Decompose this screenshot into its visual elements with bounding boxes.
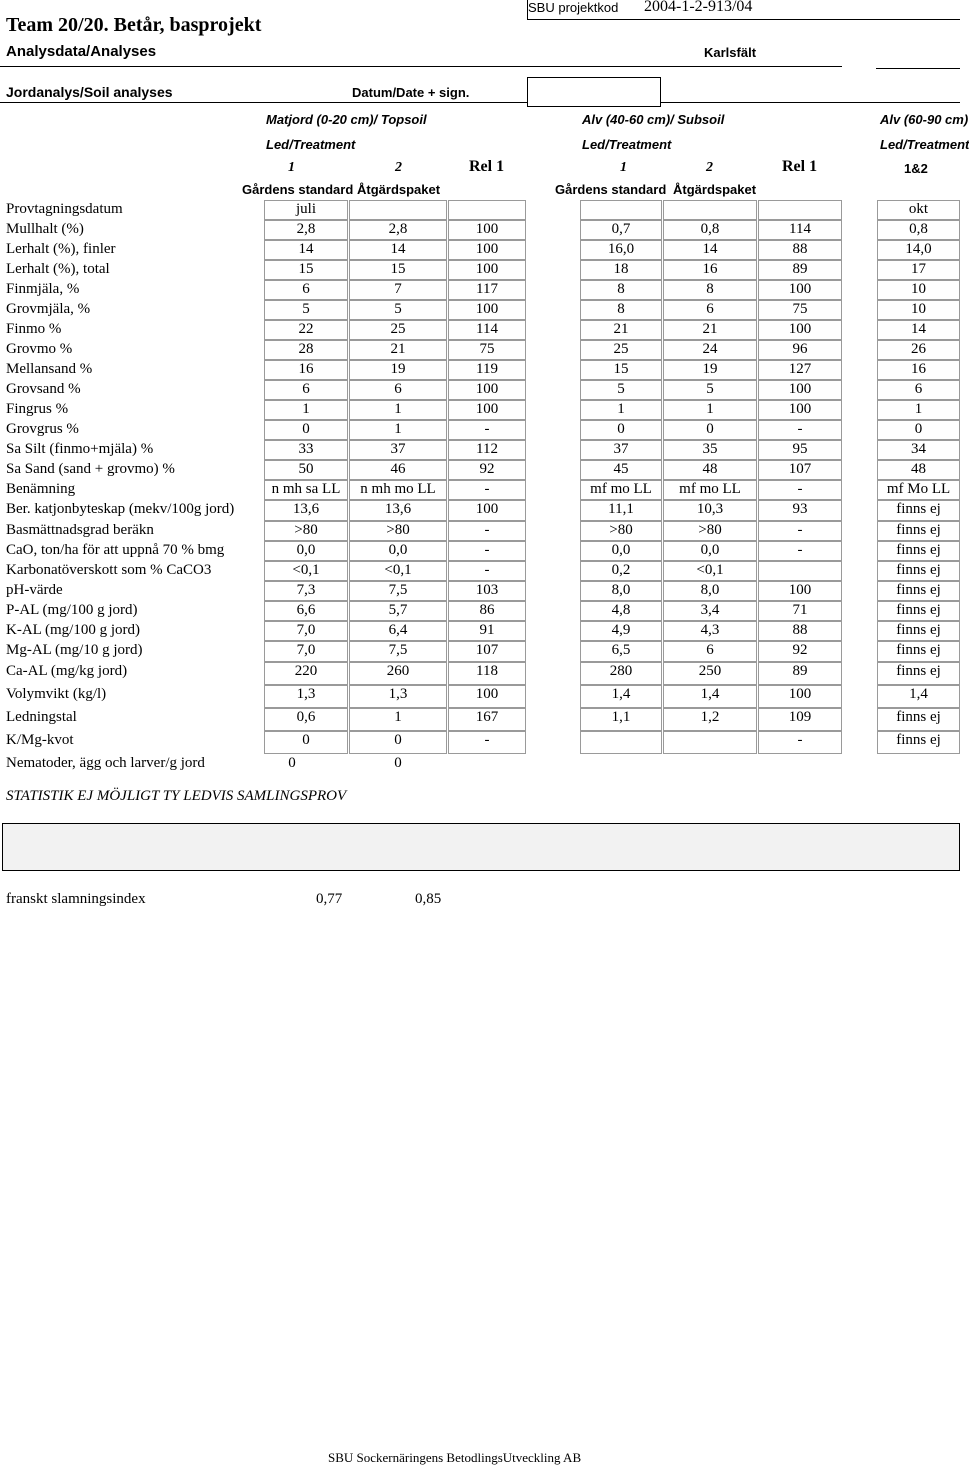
table-row xyxy=(0,340,960,360)
table-cell: - xyxy=(484,732,490,748)
table-cell: 37 xyxy=(613,441,629,457)
table-row xyxy=(0,731,960,751)
table-cell: <0,1 xyxy=(384,562,412,578)
table-cell: 7,5 xyxy=(388,582,408,598)
date-sign-label: Datum/Date + sign. xyxy=(352,85,470,100)
col-name: Gårdens standard xyxy=(555,182,667,197)
group-title-deep-subsoil: Alv (60-90 cm) xyxy=(880,112,969,127)
table-row xyxy=(0,708,960,728)
table-cell: 0,7 xyxy=(611,221,631,237)
group-title-topsoil: Matjord (0-20 cm)/ Topsoil xyxy=(266,112,427,127)
project-code: 2004-1-2-913/04 xyxy=(644,0,753,15)
table-cell: 0,0 xyxy=(388,542,408,558)
row-label: K-AL (mg/100 g jord) xyxy=(6,622,141,638)
row-label: Volymvikt (kg/l) xyxy=(6,686,107,702)
cell-border xyxy=(758,561,842,581)
table-cell: 93 xyxy=(792,501,808,517)
table-cell: 21 xyxy=(613,321,629,337)
table-cell: 119 xyxy=(476,361,498,377)
table-cell: 117 xyxy=(476,281,498,297)
table-cell: 15 xyxy=(613,361,629,377)
table-cell: 6,6 xyxy=(296,602,316,618)
row-label: Ca-AL (mg/kg jord) xyxy=(6,663,128,679)
cell-border xyxy=(663,200,757,220)
slamning-value-2: 0,85 xyxy=(415,891,442,907)
table-cell: - xyxy=(484,421,490,437)
table-cell: 100 xyxy=(788,381,812,397)
col-name: Gårdens standard xyxy=(242,182,354,197)
table-cell: - xyxy=(797,421,803,437)
row-label: Provtagningsdatum xyxy=(6,201,123,217)
table-cell: 89 xyxy=(792,261,808,277)
table-cell: 8 xyxy=(706,281,714,297)
table-cell: 100 xyxy=(475,241,499,257)
table-cell: 8 xyxy=(617,301,625,317)
table-cell: 1,2 xyxy=(700,709,720,725)
treatment-label-deep: Led/Treatment xyxy=(880,137,969,152)
table-cell: 15 xyxy=(298,261,314,277)
table-cell: 107 xyxy=(788,461,812,477)
table-cell: finns ej xyxy=(896,582,941,598)
table-cell: 16,0 xyxy=(607,241,635,257)
table-cell: mf Mo LL xyxy=(886,481,951,497)
row-label: CaO, ton/ha för att uppnå 70 % bmg xyxy=(6,542,225,558)
cell-border xyxy=(663,731,757,754)
table-cell: 46 xyxy=(390,461,406,477)
table-cell: 1 xyxy=(394,401,402,417)
table-cell: 100 xyxy=(475,401,499,417)
table-cell: 6 xyxy=(914,381,923,397)
table-cell: 0,6 xyxy=(296,709,316,725)
table-cell: 11,1 xyxy=(608,501,634,517)
table-cell: 86 xyxy=(479,602,495,618)
table-cell: 2,8 xyxy=(296,221,316,237)
table-cell: 7,3 xyxy=(296,582,316,598)
table-cell: 19 xyxy=(702,361,718,377)
row-label: Sa Sand (sand + grovmo) % xyxy=(6,461,175,477)
table-cell: 92 xyxy=(792,642,808,658)
table-cell: - xyxy=(484,522,490,538)
table-cell: 6,4 xyxy=(388,622,408,638)
row-label: Basmättnadsgrad beräkn xyxy=(6,522,154,538)
table-cell: 3,4 xyxy=(700,602,720,618)
table-cell: 6,5 xyxy=(611,642,631,658)
row-label: Ledningstal xyxy=(6,709,77,725)
row-label: Mellansand % xyxy=(6,361,93,377)
table-row xyxy=(0,440,960,460)
table-cell: finns ej xyxy=(896,622,941,638)
cell-border xyxy=(580,200,662,220)
table-cell: 25 xyxy=(613,341,629,357)
table-cell: 4,3 xyxy=(700,622,720,638)
table-cell: 6 xyxy=(302,381,310,397)
table-cell: 103 xyxy=(475,582,499,598)
table-cell: finns ej xyxy=(896,732,941,748)
table-cell: 107 xyxy=(475,642,499,658)
table-cell: 95 xyxy=(792,441,808,457)
table-cell: juli xyxy=(295,201,316,217)
row-label: Ber. katjonbyteskap (mekv/100g jord) xyxy=(6,501,235,517)
slamning-value-1: 0,77 xyxy=(316,891,343,907)
table-cell: 19 xyxy=(390,361,406,377)
table-cell: 0 xyxy=(302,732,310,748)
table-cell: 45 xyxy=(613,461,629,477)
treatment-label-topsoil: Led/Treatment xyxy=(266,137,356,152)
table-cell: 75 xyxy=(479,341,495,357)
table-cell: 100 xyxy=(475,221,499,237)
table-cell: mf mo LL xyxy=(590,481,652,497)
cell-border xyxy=(580,731,662,754)
table-cell: 6 xyxy=(706,301,714,317)
table-cell: 7,0 xyxy=(296,642,316,658)
table-cell: 4,8 xyxy=(611,602,631,618)
row-label: Nematoder, ägg och larver/g jord xyxy=(6,755,205,771)
table-row xyxy=(0,220,960,240)
table-row xyxy=(0,400,960,420)
row-label: Finmo % xyxy=(6,321,62,337)
table-cell: 0 xyxy=(914,421,923,437)
table-cell: 10 xyxy=(911,281,926,297)
page-title: Team 20/20. Betår, basprojekt xyxy=(6,14,262,36)
page-subtitle: Analysdata/Analyses xyxy=(6,43,157,60)
table-cell: 24 xyxy=(702,341,718,357)
col-name: Åtgärdspaket xyxy=(673,182,757,197)
table-cell: - xyxy=(484,542,490,558)
table-cell: 260 xyxy=(386,663,410,679)
field-name: Karlsfält xyxy=(704,45,757,60)
table-cell: 16 xyxy=(911,361,926,377)
table-cell: n mh sa LL xyxy=(271,481,341,497)
table-cell: 21 xyxy=(390,341,406,357)
table-cell: 8,0 xyxy=(611,582,631,598)
table-cell: 5,7 xyxy=(388,602,408,618)
row-label: Lerhalt (%), total xyxy=(6,261,110,277)
table-cell: 100 xyxy=(788,401,812,417)
table-row xyxy=(0,200,960,220)
table-cell: 8,0 xyxy=(700,582,720,598)
treatment-label-subsoil: Led/Treatment xyxy=(582,137,672,152)
table-cell: 50 xyxy=(298,461,314,477)
table-cell: 17 xyxy=(911,261,926,277)
table-cell: 22 xyxy=(298,321,314,337)
table-cell: 37 xyxy=(390,441,406,457)
table-cell: 100 xyxy=(475,686,499,702)
table-row xyxy=(0,621,960,641)
table-row xyxy=(0,460,960,480)
table-cell: 100 xyxy=(475,261,499,277)
table-row xyxy=(0,685,960,705)
table-cell: finns ej xyxy=(896,602,941,618)
row-label: Grovmjäla, % xyxy=(6,301,91,317)
table-cell: 35 xyxy=(702,441,718,457)
table-cell: 0 xyxy=(288,755,296,771)
cell-border xyxy=(349,200,447,220)
table-cell: 14 xyxy=(702,241,718,257)
table-cell: 100 xyxy=(475,381,499,397)
table-cell: 6 xyxy=(302,281,310,297)
table-cell: 100 xyxy=(475,301,499,317)
table-cell: 34 xyxy=(911,441,926,457)
table-row xyxy=(0,541,960,561)
row-label: Benämning xyxy=(6,481,76,497)
table-row xyxy=(0,521,960,541)
table-cell: - xyxy=(797,542,803,558)
table-cell: 48 xyxy=(702,461,718,477)
table-cell: 100 xyxy=(475,501,499,517)
table-row xyxy=(0,380,960,400)
table-cell: 0 xyxy=(706,421,714,437)
table-cell: 7,5 xyxy=(388,642,408,658)
row-label: Mullhalt (%) xyxy=(6,221,84,237)
row-label: Fingrus % xyxy=(6,401,69,417)
project-code-label: SBU projektkod xyxy=(528,0,619,15)
table-cell: finns ej xyxy=(896,642,941,658)
table-row xyxy=(0,601,960,621)
table-cell: 28 xyxy=(298,341,314,357)
table-cell: okt xyxy=(908,201,929,217)
table-cell: 1 xyxy=(914,401,923,417)
table-cell: 112 xyxy=(476,441,498,457)
table-cell: 89 xyxy=(792,663,808,679)
row-label: Finmjäla, % xyxy=(6,281,80,297)
table-cell: 88 xyxy=(792,241,808,257)
table-cell: 127 xyxy=(788,361,812,377)
table-cell: 13,6 xyxy=(292,501,320,517)
table-row xyxy=(0,561,960,581)
table-cell: finns ej xyxy=(896,663,941,679)
table-cell: 0 xyxy=(302,421,310,437)
table-cell: finns ej xyxy=(896,542,941,558)
table-cell: - xyxy=(484,562,490,578)
table-cell: 6 xyxy=(394,381,402,397)
table-cell: finns ej xyxy=(896,522,941,538)
col-number: 1 xyxy=(620,160,627,175)
table-cell: 25 xyxy=(390,321,406,337)
table-cell: 0 xyxy=(394,755,402,771)
row-label: Grovsand % xyxy=(6,381,81,397)
table-row xyxy=(0,581,960,601)
table-cell: 1,3 xyxy=(296,686,316,702)
footer-company: SBU Sockernäringens BetodlingsUtveckling AB xyxy=(328,1450,582,1465)
table-cell: 26 xyxy=(911,341,926,357)
table-cell: 10 xyxy=(911,301,926,317)
table-row xyxy=(0,240,960,260)
table-cell: 100 xyxy=(788,281,812,297)
col-number: Rel 1 xyxy=(782,158,818,175)
table-cell: 1,1 xyxy=(611,709,631,725)
table-cell: 14 xyxy=(390,241,406,257)
table-cell: 114 xyxy=(789,221,811,237)
table-cell: 1 xyxy=(617,401,625,417)
group-title-subsoil: Alv (40-60 cm)/ Subsoil xyxy=(582,112,725,127)
col-name: Åtgärdspaket xyxy=(357,182,441,197)
table-cell: 1,4 xyxy=(909,686,928,702)
table-cell: >80 xyxy=(386,522,410,538)
table-row xyxy=(0,320,960,340)
table-cell: 0,2 xyxy=(611,562,631,578)
row-label: Lerhalt (%), finler xyxy=(6,241,116,257)
table-cell: 33 xyxy=(298,441,314,457)
table-cell: finns ej xyxy=(896,501,941,517)
table-cell: 8 xyxy=(617,281,625,297)
row-label: K/Mg-kvot xyxy=(6,732,74,748)
table-cell: 280 xyxy=(609,663,633,679)
table-cell: 0,0 xyxy=(611,542,631,558)
table-cell: 91 xyxy=(479,622,495,638)
table-cell: n mh mo LL xyxy=(360,481,436,497)
table-cell: 0,8 xyxy=(700,221,720,237)
table-cell: 6 xyxy=(706,642,714,658)
table-row xyxy=(0,260,960,280)
table-row xyxy=(0,480,960,500)
table-cell: 75 xyxy=(792,301,808,317)
table-cell: 100 xyxy=(788,321,812,337)
table-cell: 18 xyxy=(613,261,629,277)
table-row xyxy=(0,641,960,661)
table-cell: 5 xyxy=(617,381,625,397)
table-cell: 88 xyxy=(792,622,808,638)
row-label: pH-värde xyxy=(6,582,63,598)
table-cell: 1,4 xyxy=(700,686,720,702)
table-cell: <0,1 xyxy=(696,562,724,578)
table-cell: 14,0 xyxy=(905,241,932,257)
table-cell: 0,8 xyxy=(909,221,928,237)
table-cell: 1 xyxy=(302,401,310,417)
table-row xyxy=(0,280,960,300)
table-row xyxy=(0,754,960,774)
statistics-note: STATISTIK EJ MÖJLIGT TY LEDVIS SAMLINGSPROV xyxy=(6,788,347,804)
table-cell: 1,4 xyxy=(611,686,631,702)
table-row xyxy=(0,300,960,320)
table-cell: 5 xyxy=(394,301,402,317)
table-cell: 5 xyxy=(302,301,310,317)
table-cell: - xyxy=(797,522,803,538)
row-label: Karbonatöverskott som % CaCO3 xyxy=(6,562,212,578)
table-row xyxy=(0,500,960,520)
table-cell: 0 xyxy=(617,421,625,437)
table-cell: 0,0 xyxy=(296,542,316,558)
table-cell: <0,1 xyxy=(292,562,320,578)
date-sign-box xyxy=(527,77,661,107)
col-number: 2 xyxy=(395,160,402,175)
comment-box xyxy=(2,823,960,871)
table-cell: 167 xyxy=(475,709,499,725)
table-cell: 114 xyxy=(476,321,498,337)
table-cell: 48 xyxy=(911,461,926,477)
table-cell: 16 xyxy=(702,261,718,277)
table-cell: 14 xyxy=(298,241,314,257)
table-cell: finns ej xyxy=(896,709,941,725)
col-number: 1 xyxy=(288,160,295,175)
row-label: Grovmo % xyxy=(6,341,73,357)
table-cell: 10,3 xyxy=(696,501,724,517)
row-label: P-AL (mg/100 g jord) xyxy=(6,602,138,618)
table-cell: finns ej xyxy=(896,562,941,578)
slamning-label: franskt slamningsindex xyxy=(6,891,146,907)
table-cell: 21 xyxy=(702,321,718,337)
table-cell: 0 xyxy=(394,732,402,748)
table-cell: 1,3 xyxy=(388,686,408,702)
table-cell: 2,8 xyxy=(388,221,408,237)
table-cell: >80 xyxy=(609,522,633,538)
table-cell: 13,6 xyxy=(384,501,412,517)
table-cell: 250 xyxy=(698,663,722,679)
table-cell: 220 xyxy=(294,663,318,679)
table-cell: 100 xyxy=(788,686,812,702)
col-number: 1&2 xyxy=(904,161,928,176)
cell-border xyxy=(448,200,526,220)
table-cell: 5 xyxy=(706,381,714,397)
table-cell: 16 xyxy=(298,361,314,377)
col-number: 2 xyxy=(706,160,713,175)
section-title: Jordanalys/Soil analyses xyxy=(6,84,173,100)
table-cell: 7,0 xyxy=(296,622,316,638)
table-cell: - xyxy=(797,481,803,497)
table-cell: 92 xyxy=(479,461,495,477)
table-cell: 96 xyxy=(792,341,808,357)
table-row xyxy=(0,420,960,440)
table-cell: 7 xyxy=(394,281,402,297)
table-cell: >80 xyxy=(294,522,318,538)
table-cell: 1 xyxy=(394,709,402,725)
table-cell: 15 xyxy=(390,261,406,277)
col-number: Rel 1 xyxy=(469,158,505,175)
row-label: Mg-AL (mg/10 g jord) xyxy=(6,642,143,658)
table-cell: mf mo LL xyxy=(679,481,741,497)
table-cell: 0,0 xyxy=(700,542,720,558)
table-cell: 14 xyxy=(911,321,926,337)
table-cell: 71 xyxy=(792,602,808,618)
table-cell: 4,9 xyxy=(611,622,631,638)
table-cell: 100 xyxy=(788,582,812,598)
table-cell: - xyxy=(797,732,803,748)
table-cell: 1 xyxy=(706,401,714,417)
table-cell: 109 xyxy=(788,709,812,725)
table-row xyxy=(0,360,960,380)
table-row xyxy=(0,662,960,682)
row-label: Grovgrus % xyxy=(6,421,79,437)
table-cell: 1 xyxy=(394,421,402,437)
cell-border xyxy=(758,200,842,220)
table-cell: 118 xyxy=(476,663,498,679)
table-cell: >80 xyxy=(698,522,722,538)
table-cell: - xyxy=(484,481,490,497)
row-label: Sa Silt (finmo+mjäla) % xyxy=(6,441,154,457)
